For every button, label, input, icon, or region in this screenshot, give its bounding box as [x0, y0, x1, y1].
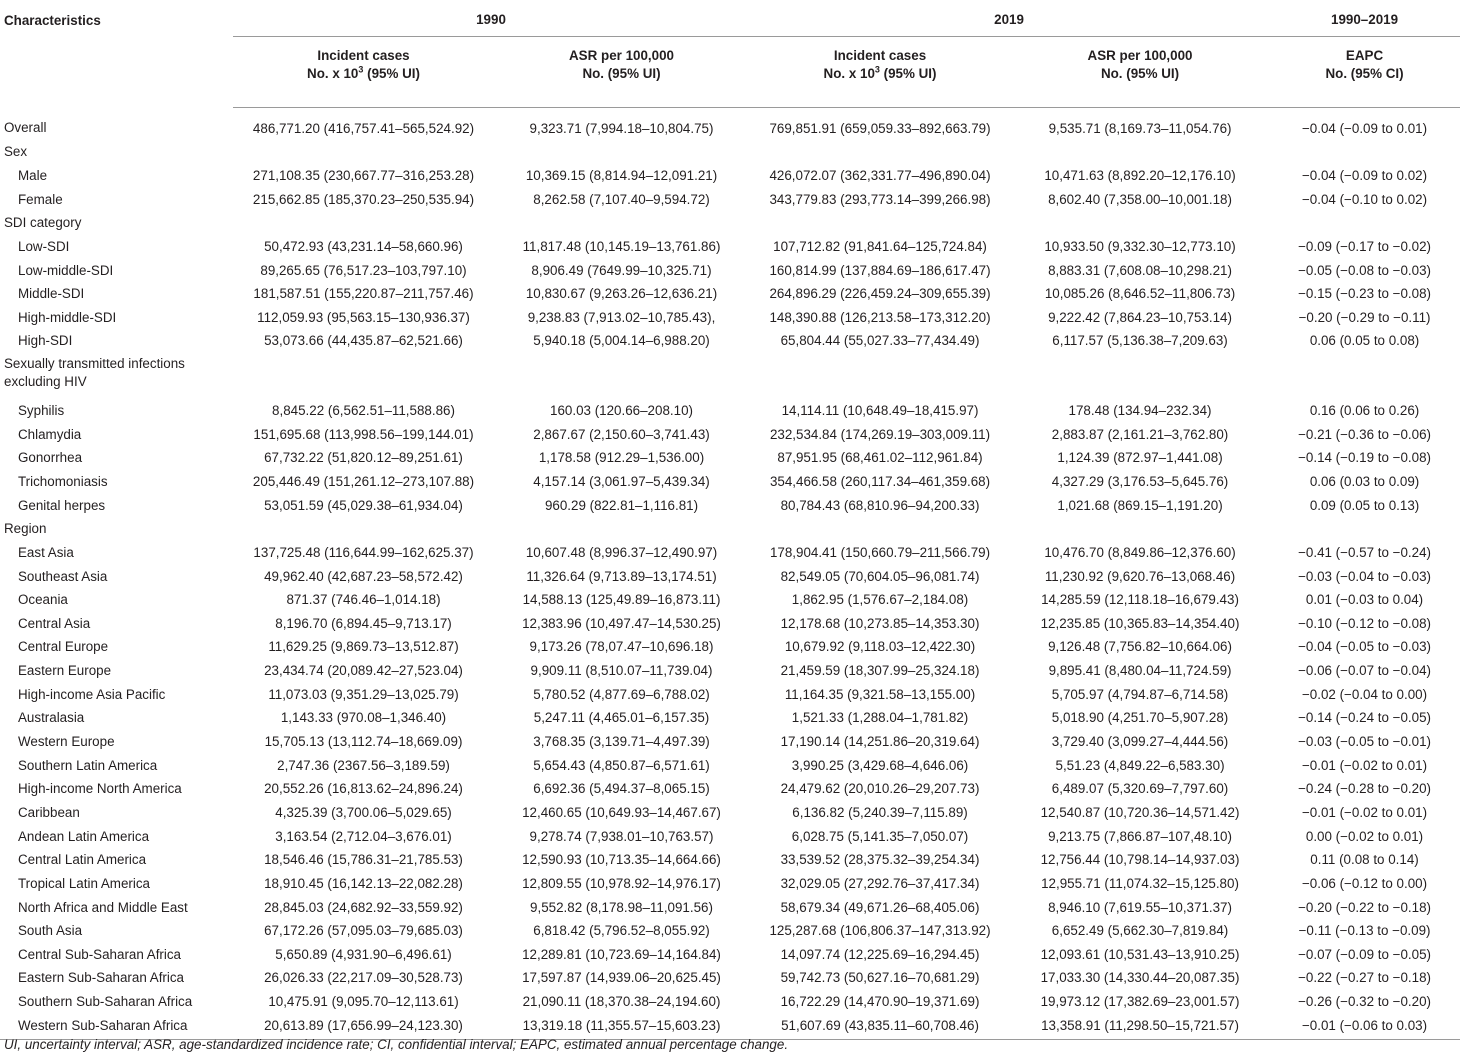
category-label: Sex [4, 144, 28, 160]
asr-1990: 5,940.18 (5,004.14–6,988.20) [533, 333, 710, 349]
asr-2019: 8,883.31 (7,608.08–10,298.21) [1048, 262, 1232, 278]
incident-1990: 1,143.33 (970.08–1,346.40) [280, 710, 447, 726]
eapc: −0.14 (−0.24 to −0.05) [1298, 710, 1431, 726]
row-label: Southeast Asia [18, 568, 108, 584]
incident-2019: 58,679.34 (49,671.26–68,405.06) [780, 899, 980, 915]
table-row [0, 305, 1460, 329]
asr-1990: 10,369.15 (8,814.94–12,091.21) [525, 167, 718, 183]
incident-1990: 181,587.51 (155,220.87–211,757.46) [253, 286, 474, 302]
asr-1990: 6,818.42 (5,796.52–8,055.92) [533, 923, 710, 939]
asr-1990: 11,326.64 (9,713.89–13,174.51) [526, 568, 717, 584]
incident-2019: 65,804.44 (55,027.33–77,434.49) [780, 333, 980, 349]
table-footnote: UI, uncertainty interval; ASR, age-standardized incidence rate; CI, confidential interval; EAPC, estimated annual percentage change. [4, 1037, 789, 1052]
asr-2019: 10,085.26 (8,646.52–11,806.73) [1044, 286, 1236, 302]
eapc: −0.01 (−0.06 to 0.03) [1269, 1013, 1460, 1039]
eapc: −0.20 (−0.29 to −0.11) [1298, 309, 1431, 325]
eapc: −0.06 (−0.12 to 0.00) [1301, 875, 1428, 891]
asr-2019: 13,358.91 (11,298.50–15,721.57) [1011, 1013, 1269, 1039]
incident-1990: 871.37 (746.46–1,014.18) [286, 592, 441, 608]
row-label: Australasia [18, 710, 85, 726]
incident-2019: 1,521.33 (1,288.04–1,781.82) [791, 710, 969, 726]
asr-2019: 10,471.63 (8,892.20–12,176.10) [1044, 167, 1236, 183]
asr-1990: 6,692.36 (5,494.37–8,065.15) [533, 781, 710, 797]
asr-1990: 9,323.71 (7,994.18–10,804.75) [529, 120, 714, 136]
asr-2019: 11,230.92 (9,620.76–13,068.46) [1044, 568, 1236, 584]
asr-2019: 6,489.07 (5,320.69–7,797.60) [1051, 781, 1229, 797]
incident-1990: 67,172.26 (57,095.03–79,685.03) [264, 923, 463, 939]
header-characteristics: Characteristics [4, 13, 101, 28]
header-year-2019: 2019 [749, 2, 1269, 37]
row-label: Syphilis [18, 403, 65, 419]
incident-2019: 82,549.05 (70,604.05–96,081.74) [780, 568, 980, 584]
incident-1990: 28,845.03 (24,682.92–33,559.92) [264, 899, 463, 915]
eapc: 0.06 (0.03 to 0.09) [1309, 474, 1420, 489]
incident-2019: 14,114.11 (10,648.49–18,415.97) [781, 403, 979, 419]
asr-2019: 10,476.70 (8,849.86–12,376.60) [1044, 544, 1236, 560]
category-label [0, 353, 1460, 399]
asr-2019: 12,955.71 (11,074.32–15,125.80) [1041, 875, 1239, 891]
table-row [0, 895, 1460, 919]
header-period: 1990–2019 [1269, 2, 1460, 37]
incident-2019: 264,896.29 (226,459.24–309,655.39) [769, 286, 991, 302]
asr-1990: 12,383.96 (10,497.47–14,530.25) [522, 615, 721, 631]
asr-1990: 17,597.87 (14,939.06–20,625.45) [522, 970, 721, 986]
eapc: −0.04 (−0.10 to 0.02) [1301, 191, 1428, 207]
category-row [0, 211, 1460, 235]
table-row [0, 399, 1460, 423]
incident-1990: 49,962.40 (42,687.23–58,572.42) [264, 568, 463, 584]
eapc: 0.16 (0.06 to 0.26) [1309, 403, 1420, 419]
incident-2019: 6,028.75 (5,141.35–7,050.07) [791, 828, 969, 844]
incident-sub-suffix: (95% UI) [363, 66, 420, 81]
table-row [0, 824, 1460, 848]
incident-1990: 3,163.54 (2,712.04–3,676.01) [275, 828, 452, 844]
asr-title: ASR per 100,000 [1087, 48, 1193, 63]
eapc: −0.05 (−0.08 to −0.03) [1298, 262, 1431, 278]
incident-2019: 87,951.95 (68,461.02–112,961.84) [777, 450, 983, 466]
incident-1990: 2,747.36 (2367.56–3,189.59) [277, 757, 450, 773]
asr-2019: 12,756.44 (10,798.14–14,937.03) [1040, 852, 1240, 868]
incident-1990: 8,845.22 (6,562.51–11,588.86) [272, 403, 455, 419]
category-label-line2: excluding HIV [4, 373, 87, 389]
asr-1990: 9,552.82 (8,178.98–11,091.56) [530, 899, 713, 915]
row-label: Eastern Europe [18, 663, 112, 679]
asr-2019: 5,018.90 (4,251.70–5,907.28) [1051, 710, 1229, 726]
row-label: North Africa and Middle East [18, 899, 188, 915]
incident-2019: 17,190.14 (14,251.86–20,319.64) [780, 734, 980, 750]
asr-2019: 1,124.39 (872.97–1,441.08) [1057, 450, 1223, 466]
table-row [0, 422, 1460, 446]
asr-sub: No. (95% UI) [582, 66, 661, 81]
row-label: Western Sub-Saharan Africa [0, 1013, 233, 1039]
eapc: −0.22 (−0.27 to −0.18) [1298, 970, 1431, 986]
eapc: −0.09 (−0.17 to −0.02) [1298, 238, 1431, 254]
table-row [0, 801, 1460, 825]
incident-1990: 271,108.35 (230,667.77–316,253.28) [252, 167, 475, 183]
asr-1990: 10,830.67 (9,263.26–12,636.21) [525, 286, 718, 302]
eapc-title: EAPC [1345, 48, 1384, 63]
asr-1990: 9,909.11 (8,510.07–11,739.04) [530, 663, 713, 679]
incident-sub-exp: 3 [874, 64, 880, 75]
row-label: Southern Latin America [18, 757, 158, 773]
asr-1990: 9,278.74 (7,938.01–10,763.57) [529, 828, 714, 844]
table-row [0, 730, 1460, 754]
asr-1990: 2,867.67 (2,150.60–3,741.43) [533, 426, 710, 442]
incident-1990: 5,650.89 (4,931.90–6,496.61) [275, 946, 452, 962]
header-asr-2019 [1011, 37, 1269, 108]
table-row [0, 235, 1460, 259]
incident-1990: 486,771.20 (416,757.41–565,524.92) [252, 120, 475, 136]
incident-sub-prefix: No. x 10 [823, 66, 875, 81]
category-label: SDI category [4, 215, 82, 231]
row-label: Andean Latin America [18, 828, 150, 844]
header-year-1990: 1990 [233, 2, 749, 37]
incident-1990: 18,910.45 (16,142.13–22,082.28) [264, 875, 463, 891]
asr-2019: 9,895.41 (8,480.04–11,724.59) [1048, 663, 1232, 679]
asr-1990: 1,178.58 (912.29–1,536.00) [538, 450, 705, 466]
incident-2019: 14,097.74 (12,225.69–16,294.45) [780, 946, 980, 962]
row-label: Tropical Latin America [18, 875, 150, 891]
incident-1990: 215,662.85 (185,370.23–250,535.94) [252, 191, 475, 207]
incident-2019: 59,742.73 (50,627.16–70,681.29) [780, 970, 980, 986]
incident-2019: 80,784.43 (68,810.96–94,200.33) [780, 497, 980, 513]
asr-1990: 13,319.18 (11,355.57–15,603.23) [494, 1013, 749, 1039]
row-label: Western Europe [18, 734, 115, 750]
incident-2019: 426,072.07 (362,331.77–496,890.04) [769, 167, 991, 183]
asr-2019: 9,213.75 (7,866.87–107,48.10) [1048, 828, 1232, 844]
eapc: −0.11 (−0.13 to −0.09) [1298, 923, 1431, 939]
incident-1990: 137,725.48 (116,644.99–162,625.37) [253, 544, 474, 560]
table-row [0, 446, 1460, 470]
eapc: 0.11 (0.08 to 0.14) [1310, 852, 1419, 868]
row-label: Central Europe [18, 639, 109, 655]
eapc: −0.06 (−0.07 to −0.04) [1298, 663, 1431, 679]
asr-2019: 9,126.48 (7,756.82–10,664.06) [1048, 639, 1232, 655]
asr-1990: 9,173.26 (78,07.47–10,696.18) [529, 639, 714, 655]
asr-2019: 8,946.10 (7,619.55–10,371.37) [1048, 899, 1232, 915]
row-label: High-income North America [18, 781, 182, 797]
incident-1990: 53,073.66 (44,435.87–62,521.66) [264, 333, 463, 349]
row-label: Southern Sub-Saharan Africa [18, 994, 193, 1010]
category-row [0, 140, 1460, 164]
asr-1990: 12,809.55 (10,978.92–14,976.17) [522, 875, 721, 891]
table-row [0, 541, 1460, 565]
row-label: Gonorrhea [18, 450, 83, 466]
row-label: Low-middle-SDI [18, 262, 114, 278]
incident-1990: 89,265.65 (76,517.23–103,797.10) [260, 262, 467, 278]
table-row [0, 848, 1460, 872]
asr-2019: 8,602.40 (7,358.00–10,001.18) [1048, 191, 1232, 207]
category-label: Region [4, 521, 47, 537]
incident-2019: 354,466.58 (260,117.34–461,359.68) [769, 474, 991, 489]
asr-2019: 19,973.12 (17,382.69–23,001.57) [1040, 994, 1240, 1010]
incident-2019: 125,287.68 (106,806.37–147,313.92) [769, 923, 991, 939]
category-row [0, 353, 1460, 399]
eapc: −0.04 (−0.09 to 0.02) [1301, 167, 1428, 183]
header-incident-1990 [233, 37, 494, 108]
eapc: 0.00 (−0.02 to 0.01) [1305, 828, 1424, 844]
table-header [0, 2, 1460, 108]
asr-1990: 11,817.48 (10,145.19–13,761.86) [522, 238, 721, 254]
eapc: −0.01 (−0.02 to 0.01) [1301, 804, 1428, 820]
asr-2019: 4,327.29 (3,176.53–5,645.76) [1051, 474, 1229, 489]
asr-1990: 12,289.81 (10,723.69–14,164.84) [522, 946, 721, 962]
incident-2019: 24,479.62 (20,010.26–29,207.73) [780, 781, 980, 797]
incident-sub-exp: 3 [358, 64, 364, 75]
incident-1990: 15,705.13 (13,112.74–18,669.09) [264, 734, 463, 750]
row-label: High-middle-SDI [18, 309, 117, 325]
asr-1990: 12,590.93 (10,713.35–14,664.66) [522, 852, 721, 868]
incident-2019: 12,178.68 (10,273.85–14,353.30) [780, 615, 980, 631]
incident-2019: 32,029.05 (27,292.76–37,417.34) [780, 875, 980, 891]
incident-2019: 21,459.59 (18,307.99–25,324.18) [780, 663, 980, 679]
asr-2019: 6,652.49 (5,662.30–7,819.84) [1051, 923, 1229, 939]
asr-2019: 9,535.71 (8,169.73–11,054.76) [1048, 120, 1232, 136]
incident-2019: 10,679.92 (9,118.03–12,422.30) [784, 639, 976, 655]
incident-title: Incident cases [833, 48, 927, 63]
eapc: −0.04 (−0.05 to −0.03) [1298, 639, 1431, 655]
table-row [0, 108, 1460, 141]
incident-1990: 67,732.22 (51,820.12–89,251.61) [264, 450, 463, 466]
row-label: Trichomoniasis [18, 474, 108, 489]
eapc: −0.03 (−0.05 to −0.01) [1298, 734, 1431, 750]
row-label: Central Latin America [18, 852, 147, 868]
incident-2019: 343,779.83 (293,773.14–399,266.98) [769, 191, 991, 207]
row-label: Chlamydia [18, 426, 82, 442]
asr-1990: 8,906.49 (7649.99–10,325.71) [531, 262, 712, 278]
table-row [0, 564, 1460, 588]
incident-1990: 4,325.39 (3,700.06–5,029.65) [275, 804, 452, 820]
incident-1990: 151,695.68 (113,998.56–199,144.01) [253, 426, 474, 442]
eapc: −0.41 (−0.57 to −0.24) [1298, 544, 1431, 560]
table-row [0, 1013, 1460, 1039]
table-row [0, 966, 1460, 990]
table-row [0, 588, 1460, 612]
asr-1990: 8,262.58 (7,107.40–9,594.72) [533, 191, 710, 207]
header-incident-2019 [749, 37, 1011, 108]
asr-title: ASR per 100,000 [569, 48, 674, 63]
asr-2019: 12,235.85 (10,365.83–14,354.40) [1040, 615, 1240, 631]
asr-1990: 160.03 (120.66–208.10) [550, 403, 693, 419]
eapc: −0.07 (−0.09 to −0.05) [1298, 946, 1431, 962]
table-row [0, 753, 1460, 777]
table-row [0, 872, 1460, 896]
incident-sub-prefix: No. x 10 [307, 66, 359, 81]
incident-1990: 11,073.03 (9,351.29–13,025.79) [268, 686, 459, 702]
table-row [0, 659, 1460, 683]
eapc: −0.01 (−0.02 to 0.01) [1301, 757, 1428, 773]
incident-2019: 6,136.82 (5,240.39–7,115.89) [792, 804, 968, 820]
row-label: Eastern Sub-Saharan Africa [18, 970, 184, 986]
row-label: South Asia [18, 923, 83, 939]
eapc: −0.10 (−0.12 to −0.08) [1298, 615, 1431, 631]
category-label-line1: Sexually transmitted infections [4, 355, 185, 371]
row-label: Female [18, 191, 63, 207]
incident-2019: 160,814.99 (137,884.69–186,617.47) [769, 262, 991, 278]
eapc: 0.09 (0.05 to 0.13) [1309, 497, 1420, 513]
asr-2019: 1,021.68 (869.15–1,191.20) [1057, 497, 1223, 513]
eapc: −0.26 (−0.32 to −0.20) [1298, 994, 1431, 1010]
asr-2019: 5,51.23 (4,849.22–6,583.30) [1055, 757, 1225, 773]
incident-title: Incident cases [317, 48, 410, 63]
eapc: 0.06 (0.05 to 0.08) [1309, 333, 1420, 349]
row-label: High-income Asia Pacific [18, 686, 166, 702]
row-label: Genital herpes [18, 497, 106, 513]
incident-1990: 112,059.93 (95,563.15–130,936.37) [257, 309, 470, 325]
incident-2019: 769,851.91 (659,059.33–892,663.79) [769, 120, 991, 136]
incident-2019: 16,722.29 (14,470.90–19,371.69) [780, 994, 980, 1010]
eapc: −0.24 (−0.28 to −0.20) [1298, 781, 1431, 797]
asr-1990: 9,238.83 (7,913.02–10,785.43), [527, 309, 716, 325]
eapc: −0.15 (−0.23 to −0.08) [1298, 286, 1431, 302]
table-row [0, 470, 1460, 494]
incident-2019: 232,534.84 (174,269.19–303,009.11) [769, 426, 991, 442]
incidence-table [0, 2, 1460, 1040]
asr-1990: 5,654.43 (4,850.87–6,571.61) [533, 757, 710, 773]
asr-2019: 2,883.87 (2,161.21–3,762.80) [1051, 426, 1229, 442]
row-label: Caribbean [18, 804, 80, 820]
asr-1990: 3,768.35 (3,139.71–4,497.39) [533, 734, 710, 750]
table-row [0, 329, 1460, 353]
table-row [0, 777, 1460, 801]
row-label: Low-SDI [18, 238, 70, 254]
row-label: Oceania [18, 592, 68, 608]
asr-2019: 17,033.30 (14,330.44–20,087.35) [1040, 970, 1240, 986]
row-label: Middle-SDI [18, 286, 85, 302]
asr-2019: 6,117.57 (5,136.38–7,209.63) [1052, 333, 1228, 349]
table-row [0, 990, 1460, 1014]
incident-2019: 148,390.88 (126,213.58–173,312.20) [769, 309, 991, 325]
asr-2019: 12,093.61 (10,531.43–13,910.25) [1040, 946, 1240, 962]
eapc: 0.01 (−0.03 to 0.04) [1305, 592, 1424, 608]
eapc: −0.14 (−0.19 to −0.08) [1298, 450, 1431, 466]
incident-1990: 53,051.59 (45,029.38–61,934.04) [264, 497, 463, 513]
eapc: −0.02 (−0.04 to 0.00) [1301, 686, 1428, 702]
table-row [0, 919, 1460, 943]
asr-2019: 178.48 (134.94–232.34) [1068, 403, 1212, 419]
incident-2019: 107,712.82 (91,841.64–125,724.84) [773, 238, 987, 254]
table-row [0, 282, 1460, 306]
eapc: −0.20 (−0.22 to −0.18) [1298, 899, 1431, 915]
row-label: Central Sub-Saharan Africa [18, 946, 182, 962]
table-row [0, 612, 1460, 636]
table-row [0, 493, 1460, 517]
incident-2019: 1,862.95 (1,576.67–2,184.08) [791, 592, 969, 608]
row-label: Overall [4, 120, 47, 136]
asr-sub: No. (95% UI) [1100, 66, 1180, 81]
incident-2019: 11,164.35 (9,321.58–13,155.00) [784, 686, 976, 702]
eapc-sub: No. (95% CI) [1325, 66, 1404, 81]
incident-sub-suffix: (95% UI) [879, 66, 937, 81]
asr-2019: 3,729.40 (3,099.27–4,444.56) [1051, 734, 1229, 750]
incident-1990: 11,629.25 (9,869.73–13,512.87) [268, 639, 459, 655]
eapc: −0.04 (−0.09 to 0.01) [1301, 120, 1428, 136]
row-label: Male [18, 167, 48, 183]
header-asr-1990 [494, 37, 749, 108]
asr-1990: 5,247.11 (4,465.01–6,157.35) [533, 710, 710, 726]
row-label: East Asia [18, 544, 74, 560]
asr-1990: 10,607.48 (8,996.37–12,490.97) [525, 544, 718, 560]
incident-1990: 10,475.91 (9,095.70–12,113.61) [268, 994, 459, 1010]
asr-1990: 21,090.11 (18,370.38–24,194.60) [522, 994, 721, 1010]
asr-2019: 10,933.50 (9,332.30–12,773.10) [1044, 238, 1236, 254]
asr-1990: 14,588.13 (125,49.89–16,873.11) [522, 592, 721, 608]
table-row [0, 943, 1460, 967]
incident-2019: 33,539.52 (28,375.32–39,254.34) [780, 852, 980, 868]
asr-2019: 14,285.59 (12,118.18–16,679.43) [1041, 592, 1239, 608]
table-body [0, 108, 1460, 1040]
incident-1990: 26,026.33 (22,217.09–30,528.73) [264, 970, 463, 986]
incident-1990: 50,472.93 (43,231.14–58,660.96) [264, 238, 463, 254]
incident-2019: 51,607.69 (43,835.11–60,708.46) [749, 1013, 1011, 1039]
incident-1990: 18,546.46 (15,786.31–21,785.53) [264, 852, 463, 868]
incident-1990: 8,196.70 (6,894.45–9,713.17) [275, 615, 452, 631]
asr-1990: 960.29 (822.81–1,116.81) [544, 497, 699, 513]
asr-2019: 5,705.97 (4,794.87–6,714.58) [1051, 686, 1229, 702]
table-row [0, 258, 1460, 282]
incident-1990: 23,434.74 (20,089.42–27,523.04) [264, 663, 463, 679]
eapc: −0.03 (−0.04 to −0.03) [1298, 568, 1431, 584]
category-row [0, 517, 1460, 541]
row-label: Central Asia [18, 615, 91, 631]
table-row [0, 164, 1460, 188]
incident-1990: 20,613.89 (17,656.99–24,123.30) [233, 1013, 494, 1039]
asr-1990: 5,780.52 (4,877.69–6,788.02) [533, 686, 710, 702]
table-row [0, 187, 1460, 211]
table-row [0, 682, 1460, 706]
incident-2019: 3,990.25 (3,429.68–4,646.06) [791, 757, 969, 773]
asr-1990: 12,460.65 (10,649.93–14,467.67) [522, 804, 721, 820]
row-label: High-SDI [18, 333, 73, 349]
asr-2019: 12,540.87 (10,720.36–14,571.42) [1040, 804, 1240, 820]
table-row [0, 635, 1460, 659]
incident-1990: 20,552.26 (16,813.62–24,896.24) [264, 781, 463, 797]
asr-2019: 9,222.42 (7,864.23–10,753.14) [1048, 309, 1232, 325]
incident-2019: 178,904.41 (150,660.79–211,566.79) [769, 544, 991, 560]
incident-1990: 205,446.49 (151,261.12–273,107.88) [252, 474, 475, 489]
eapc: −0.21 (−0.36 to −0.06) [1298, 426, 1431, 442]
header-eapc [1269, 37, 1460, 108]
table-row [0, 706, 1460, 730]
asr-1990: 4,157.14 (3,061.97–5,439.34) [533, 474, 710, 489]
